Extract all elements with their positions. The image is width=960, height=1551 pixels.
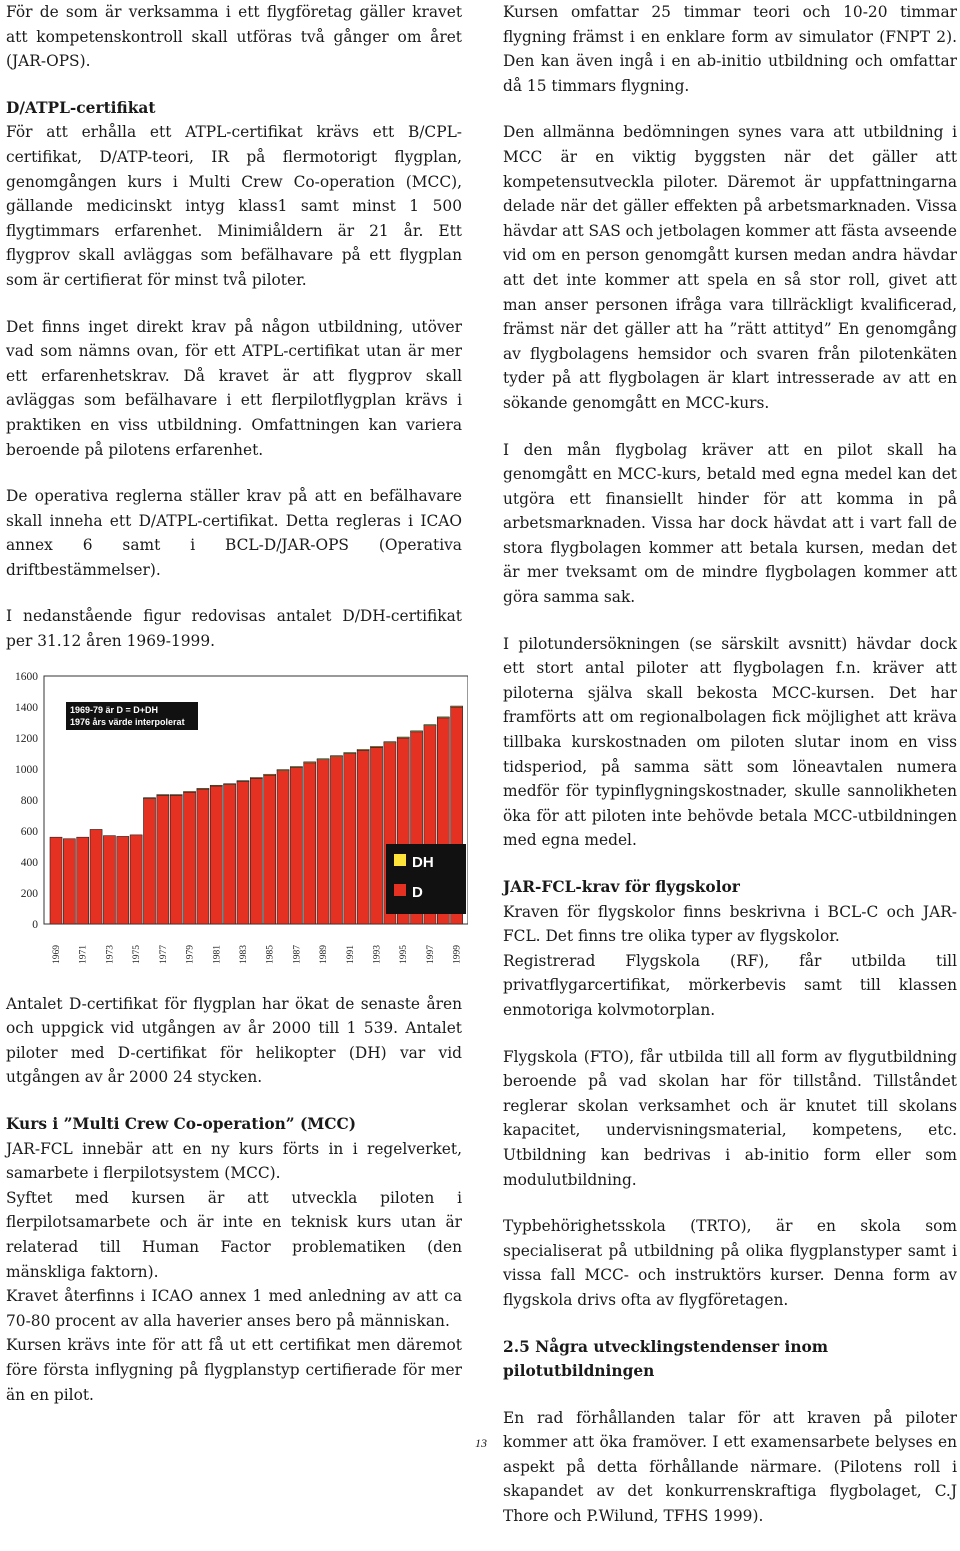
annotation-line: 1976 års värde interpolerat <box>70 716 185 727</box>
certificate-chart <box>6 670 468 970</box>
trto-paragraph: Typbehörighetsskola (TRTO), är en skola som specialiserat på utbildning på olika flygplanstyper samt i vissa fall MCC- och instruktörs kurser. Denna form av flygskola drivs ofta av flygföretagen. <box>503 1217 957 1309</box>
legend-swatch-d <box>394 884 406 896</box>
chart-svg <box>6 670 468 970</box>
bar-dh-1995 <box>397 737 409 738</box>
y-tick-label: 1600 <box>15 670 38 683</box>
bar-d-1969 <box>50 837 62 924</box>
bar-d-1975 <box>130 835 142 924</box>
y-tick-label: 200 <box>20 887 38 900</box>
section-heading: 2.5 Några utvecklingstendenser inom pilotutbildningen <box>503 1337 829 1381</box>
bar-dh-1980 <box>197 788 209 789</box>
bar-d-1987 <box>290 767 302 924</box>
y-tick-label: 1000 <box>15 763 38 776</box>
bar-d-1976 <box>143 798 155 924</box>
bar-dh-1981 <box>210 785 222 786</box>
bar-dh-1978 <box>170 794 182 795</box>
mcc-paragraph-2: Syftet med kursen är att utveckla piloten i flerpilotsamarbete och är inte en teknisk kurs utan är relaterad till Human Factor problematiken (den mänskliga faktorn). <box>6 1188 462 1281</box>
bar-d-1984 <box>250 778 262 924</box>
x-tick-label: 1979 <box>185 944 196 964</box>
bar-dh-1999 <box>451 706 463 707</box>
mcc-heading: Kurs i ”Multi Crew Co-operation” (MCC) <box>6 1115 357 1134</box>
legend-label-d: D <box>412 883 423 901</box>
bar-dh-1997 <box>424 724 436 725</box>
bar-d-1991 <box>344 753 356 924</box>
x-tick-label: 1991 <box>345 944 356 964</box>
atpl-heading: D/ATPL-certifikat <box>6 98 156 117</box>
x-tick-label: 1969 <box>52 944 63 964</box>
d-certificate-paragraph: Antalet D-certifikat för flygplan har ökat de senaste åren och uppgick vid utgången av år 2000 till 1 539. Antalet piloter med D-certifikat för helikopter (DH) var vid utgången av år 2000 24 stycken. <box>6 994 462 1087</box>
bar-dh-1996 <box>411 731 423 732</box>
bar-d-1972 <box>90 829 102 924</box>
bar-dh-1985 <box>264 774 276 775</box>
x-tick-label: 1989 <box>319 944 330 964</box>
y-tick-label: 1400 <box>15 701 38 714</box>
right-column <box>503 0 957 1551</box>
bar-d-1971 <box>77 837 89 924</box>
bar-d-1985 <box>264 775 276 924</box>
bar-dh-1988 <box>304 762 316 763</box>
bar-d-1986 <box>277 770 289 923</box>
bar-d-1992 <box>357 750 369 924</box>
page-number: 13 <box>475 1436 487 1450</box>
y-tick-label: 1200 <box>15 732 38 745</box>
bar-dh-1984 <box>250 777 262 778</box>
atpl-paragraph: För att erhålla ett ATPL-certifikat krävs ett B/CPL-certifikat, D/ATP-teori, IR på flermotorigt flygplan, genomgången kurs i Multi Crew Co-operation (MCC), gällande medicinskt intyg klass1 samt minst 1 500 flygtimmars erfarenhet. Minimiåldern är 21 år. Ett flygprov skall avläggas som befälhavare på ett flygplan som är certifierat för minst två piloter. <box>6 123 462 289</box>
bar-d-1988 <box>304 762 316 923</box>
bar-dh-1979 <box>184 791 196 792</box>
bar-d-1993 <box>371 747 383 924</box>
bar-dh-1990 <box>330 755 342 756</box>
mcc-paragraph-4: Kursen krävs inte för att få ut ett certifikat men däremot före första inflygning på flygplanstyp certifierade för mer än en pilot. <box>6 1336 462 1404</box>
bar-d-1983 <box>237 781 249 924</box>
bar-d-1982 <box>224 784 236 924</box>
course-paragraph: Kursen omfattar 25 timmar teori och 10-20 timmar flygning främst i en enklare form av simulator (FNPT 2). Den kan även ingå i en ab-initio utbildning och omfattar då 15 timmars flygning. <box>503 3 957 95</box>
intro-paragraph: För de som är verksamma i ett flygföretag gäller kravet att kompetenskontroll skall utföras två gånger om året (JAR-OPS). <box>6 3 462 71</box>
x-tick-label: 1975 <box>132 944 143 964</box>
mcc-paragraph-1: JAR-FCL innebär att en ny kurs förts in i regelverket, samarbete i flerpilotsystem (MCC). <box>6 1139 462 1183</box>
training-paragraph: Det finns inget direkt krav på någon utbildning, utöver vad som nämns ovan, för ett ATPL-certifikat utan är mer ett erfarenhetskrav. Då kravet är att flygprov skall avläggas som befälhavare i ett flerpilotflygplan krävs i praktiken en viss utbildning. Omfattningen kan variera beroende på pilotens erfarenhet. <box>6 317 462 459</box>
bar-d-1979 <box>184 792 196 924</box>
bar-d-1980 <box>197 789 209 924</box>
x-tick-label: 1987 <box>292 944 303 964</box>
jar-fcl-heading: JAR-FCL-krav för flygskolor <box>503 878 740 896</box>
left-column <box>6 0 462 1407</box>
mcc-paragraph-3: Kravet återfinns i ICAO annex 1 med anledning av att ca 70-80 procent av alla haverier anses bero på människan. <box>6 1287 462 1330</box>
y-tick-label: 600 <box>20 825 38 838</box>
legend-swatch-dh <box>394 854 406 866</box>
bar-dh-1977 <box>157 794 169 795</box>
bar-dh-1993 <box>371 746 383 747</box>
x-tick-label: 1993 <box>372 944 383 964</box>
fto-paragraph: Flygskola (FTO), får utbilda till all form av flygutbildning beroende på vad skolan har för tillstånd. Tillståndet reglerar skolan verksamhet och är knutet till skolans kapacitet, undervisningsmaterial, kompetens, etc. Utbildning kan bedrivas i ab-initio form eller som modulutbildning. <box>503 1047 957 1189</box>
schools-paragraph: Kraven för flygskolor finns beskrivna i BCL-C och JAR-FCL. Det finns tre olika typer av flygskolor. <box>503 902 957 946</box>
bar-dh-1983 <box>237 780 249 781</box>
bar-d-1981 <box>210 786 222 924</box>
x-tick-label: 1999 <box>452 944 463 964</box>
bar-dh-1976 <box>143 797 155 798</box>
x-tick-label: 1995 <box>399 944 410 964</box>
bar-dh-1998 <box>437 717 449 718</box>
bar-dh-1989 <box>317 758 329 759</box>
x-tick-label: 1981 <box>212 944 223 964</box>
trends-paragraph: En rad förhållanden talar för att kraven på piloter kommer att öka framöver. I ett examensarbete belyses en aspekt på detta förhållande närmare. (Pilotens roll i skapandet av det konkurrenskraftiga flygbolaget, C.J Thore och P.Wilund, TFHS 1999). <box>503 1408 957 1526</box>
x-tick-label: 1973 <box>105 944 116 964</box>
bar-dh-1986 <box>277 769 289 770</box>
figure-intro-paragraph: I nedanstående figur redovisas antalet D/DH-certifikat per 31.12 åren 1969-1999. <box>6 607 462 651</box>
legend-label-dh: DH <box>412 853 434 871</box>
bar-d-1990 <box>330 756 342 923</box>
x-tick-label: 1977 <box>158 944 169 964</box>
rf-paragraph: Registrerad Flygskola (RF), får utbilda till privatflygarcertifikat, mörkerbevis samt till klassen enmotoriga kolvmotorplan. <box>503 951 957 1019</box>
bar-d-1989 <box>317 759 329 923</box>
y-tick-label: 0 <box>32 918 38 931</box>
x-tick-label: 1983 <box>238 944 249 964</box>
annotation-line: 1969-79 är D = D+DH <box>70 704 159 715</box>
bar-dh-1982 <box>224 783 236 784</box>
x-tick-label: 1985 <box>265 944 276 964</box>
y-tick-label: 400 <box>20 856 38 869</box>
bar-dh-1992 <box>357 749 369 750</box>
chart-legend <box>386 844 466 914</box>
financing-paragraph: I den mån flygbolag kräver att en pilot skall ha genomgått en MCC-kurs, betald med egna medel kan det utgöra ett finansiellt hinder för att komma in på arbetsmarknaden. Vissa har dock hävdat att i vart fall de stora flygbolagen kommer att betala kursen, medan det är mer tveksamt om de mindre flygbolagen kommer att göra samma sak. <box>503 440 957 607</box>
x-tick-label: 1971 <box>78 944 89 964</box>
assessment-paragraph: Den allmänna bedömningen synes vara att utbildning i MCC är en viktig byggsten när det gäller att kompetensutveckla piloter. Däremot är uppfattningarna delade när det gäller effekten på arbetsmarknaden. Vissa hävdar att SAS och jetbolagen kommer att fästa avseende vid om en person genomgått kursen medan andra hävdar att det inte kommer att spela en så stor roll, givet att man anser personen ifråga vara tillräckligt kvalificerad, främst när det gäller att ha ”rätt attityd” En genomgång av flygbolagens hemsidor och svaren från pilotenkäten tyder på att flygbolagen är klart intresserade av att en sökande genomgått en MCC-kurs. <box>503 123 957 412</box>
y-tick-label: 800 <box>20 794 38 807</box>
bar-dh-1987 <box>290 766 302 767</box>
pilot-survey-paragraph: I pilotundersökningen (se särskilt avsnitt) hävdar dock ett stort antal piloter att flygbolagen f.n. kräver att piloterna själva skall bekosta MCC-kursen. Det har framförts att om regionalbolagen fick möjlighet att kräva tillbaka kurskostnaden om piloten slutar inom en viss tidsperiod, på samma sätt som löneavtalen numera medför för typinflygningskostnader, skulle sannolikheten öka för att piloten inte behövde betala MCC-utbildningen med egna medel. <box>503 634 957 850</box>
x-tick-label: 1997 <box>425 944 436 964</box>
bar-d-1977 <box>157 795 169 924</box>
bar-d-1973 <box>103 835 115 923</box>
bar-d-1974 <box>117 836 129 924</box>
operative-rules-paragraph: De operativa reglerna ställer krav på att en befälhavare skall inneha ett D/ATPL-certifikat. Detta regleras i ICAO annex 6 samt i BCL-D/JAR-OPS (Operativa driftbestämmelser). <box>6 487 462 579</box>
bar-d-1970 <box>63 838 75 923</box>
bar-dh-1994 <box>384 741 396 742</box>
bar-dh-1991 <box>344 752 356 753</box>
chart-annotation <box>66 702 198 730</box>
bar-d-1978 <box>170 795 182 924</box>
